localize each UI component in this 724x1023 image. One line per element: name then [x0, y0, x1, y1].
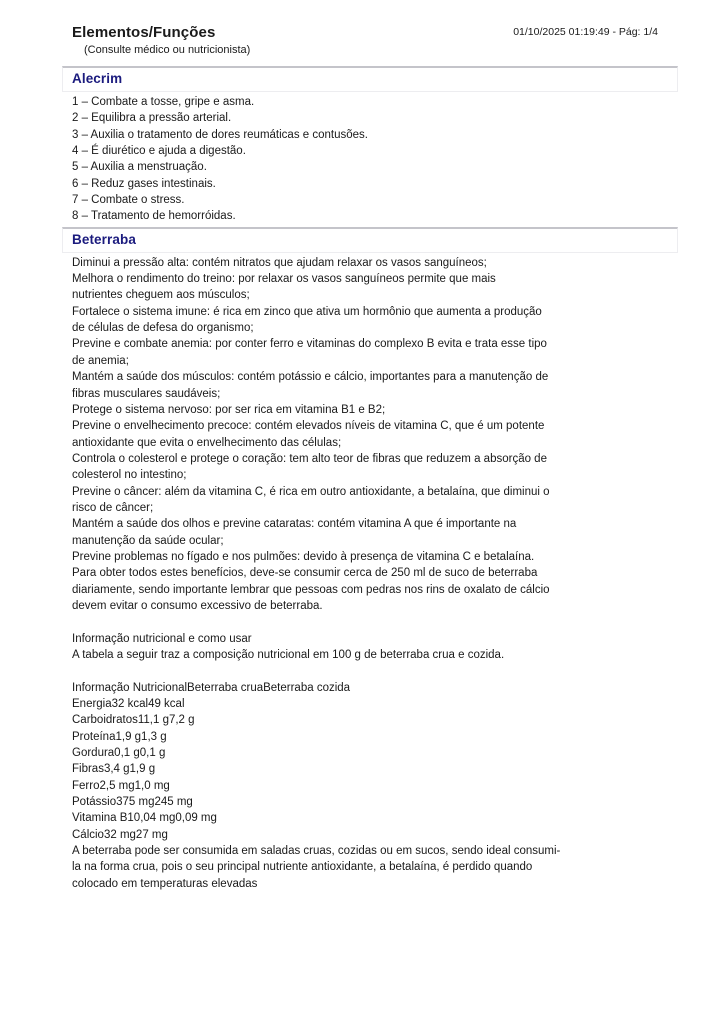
beterraba-body-line: Proteína1,9 g1,3 g [72, 730, 167, 743]
section-heading-beterraba: Beterraba [72, 231, 136, 247]
alecrim-benefit-item: 8 – Tratamento de hemorróidas. [72, 210, 236, 223]
beterraba-body-line: Protege o sistema nervoso: por ser rica em vitamina B1 e B2; [72, 403, 386, 416]
beterraba-body-line: Diminui a pressão alta: contém nitratos que ajudam relaxar os vasos sanguíneos; [72, 256, 487, 269]
page-title: Elementos/Funções [72, 24, 216, 41]
alecrim-benefit-item: 4 – É diurético e ajuda a digestão. [72, 145, 246, 158]
section-alecrim [62, 66, 678, 225]
beterraba-body-line: Carboidratos11,1 g7,2 g [72, 714, 195, 727]
beterraba-body-line: Previne e combate anemia: por conter ferro e vitaminas do complexo B evita e trata esse tipo [72, 338, 547, 351]
beterraba-body-line: Fibras3,4 g1,9 g [72, 763, 156, 776]
beterraba-body-line: de células de defesa do organismo; [72, 322, 254, 335]
beterraba-body-line: manutenção da saúde ocular; [72, 534, 224, 547]
beterraba-body-line: antioxidante que evita o envelhecimento das células; [72, 436, 342, 449]
beterraba-body-line: Fortalece o sistema imune: é rica em zinco que ativa um hormônio que aumenta a produção [72, 305, 542, 318]
section-beterraba [62, 227, 678, 892]
page-header-left [62, 24, 250, 57]
beterraba-body-line [72, 614, 668, 630]
beterraba-body-line: Mantém a saúde dos olhos e previne cataratas: contém vitamina A que é importante na [72, 518, 517, 531]
section-heading-alecrim: Alecrim [72, 71, 123, 86]
beterraba-body-line: Mantém a saúde dos músculos: contém potássio e cálcio, importantes para a manutenção de [72, 371, 549, 384]
alecrim-benefit-item: 2 – Equilibra a pressão arterial. [72, 112, 232, 125]
beterraba-body-line: colocado em temperaturas elevadas [72, 877, 258, 890]
beterraba-body-line: de anemia; [72, 354, 129, 367]
beterraba-body-line: la na forma crua, pois o seu principal nutriente antioxidante, a betalaína, é perdido quando [72, 861, 533, 874]
section-heading-box-alecrim [62, 66, 678, 92]
beterraba-body-line: Cálcio32 mg27 mg [72, 828, 168, 841]
alecrim-benefit-list [62, 94, 668, 225]
page-meta-datetime: 01/10/2025 01:19:49 - Pág: 1/4 [513, 26, 658, 38]
beterraba-body-line: Gordura0,1 g0,1 g [72, 747, 166, 760]
beterraba-body-line: Ferro2,5 mg1,0 mg [72, 779, 170, 792]
beterraba-body-line: risco de câncer; [72, 501, 154, 514]
beterraba-body-line: colesterol no intestino; [72, 469, 187, 482]
beterraba-body-line: Melhora o rendimento do treino: por relaxar os vasos sanguíneos permite que mais [72, 273, 496, 286]
beterraba-body-line: Informação NutricionalBeterraba cruaBeterraba cozida [72, 681, 351, 694]
beterraba-body-line: A tabela a seguir traz a composição nutricional em 100 g de beterraba crua e cozida. [72, 649, 505, 661]
beterraba-body-line [72, 663, 668, 679]
beterraba-body-line: nutrientes cheguem aos músculos; [72, 289, 250, 302]
beterraba-body-line: Previne problemas no fígado e nos pulmões: devido à presença de vitamina C e betalaína. [72, 550, 535, 563]
beterraba-body-line: Potássio375 mg245 mg [72, 796, 193, 809]
beterraba-body-line: diariamente, sendo importante lembrar que pessoas com pedras nos rins de oxalato de cálcio [72, 583, 550, 596]
alecrim-benefit-item: 5 – Auxilia a menstruação. [72, 161, 207, 174]
beterraba-body-line: devem evitar o consumo excessivo de beterraba. [72, 599, 323, 612]
beterraba-body-line: fibras musculares saudáveis; [72, 387, 221, 400]
page-subtitle: (Consulte médico ou nutricionista) [84, 44, 251, 56]
alecrim-benefit-item: 1 – Combate a tosse, gripe e asma. [72, 96, 255, 108]
beterraba-body-line: Previne o envelhecimento precoce: contém elevados níveis de vitamina C, que é um potente [72, 420, 545, 433]
beterraba-body-line: Energia32 kcal49 kcal [72, 698, 185, 711]
alecrim-benefit-item: 3 – Auxilia o tratamento de dores reumáticas e contusões. [72, 128, 368, 141]
beterraba-body-text [62, 255, 668, 892]
beterraba-body-line: Previne o câncer: além da vitamina C, é rica em outro antioxidante, a betalaína, que diminui o [72, 485, 550, 498]
alecrim-benefit-item: 6 – Reduz gases intestinais. [72, 177, 216, 190]
beterraba-body-line: A beterraba pode ser consumida em saladas cruas, cozidas ou em sucos, sendo ideal consumi- [72, 845, 561, 858]
beterraba-body-line: Informação nutricional e como usar [72, 632, 252, 645]
beterraba-body-line: Controla o colesterol e protege o coração: tem alto teor de fibras que reduzem a absorção de [72, 452, 547, 465]
section-heading-box-beterraba [62, 227, 678, 253]
beterraba-body-line: Vitamina B10,04 mg0,09 mg [72, 812, 217, 825]
page-header [62, 24, 678, 57]
beterraba-body-line: Para obter todos estes benefícios, deve-se consumir cerca de 250 ml de suco de beterraba [72, 567, 538, 580]
alecrim-benefit-item: 7 – Combate o stress. [72, 194, 185, 207]
